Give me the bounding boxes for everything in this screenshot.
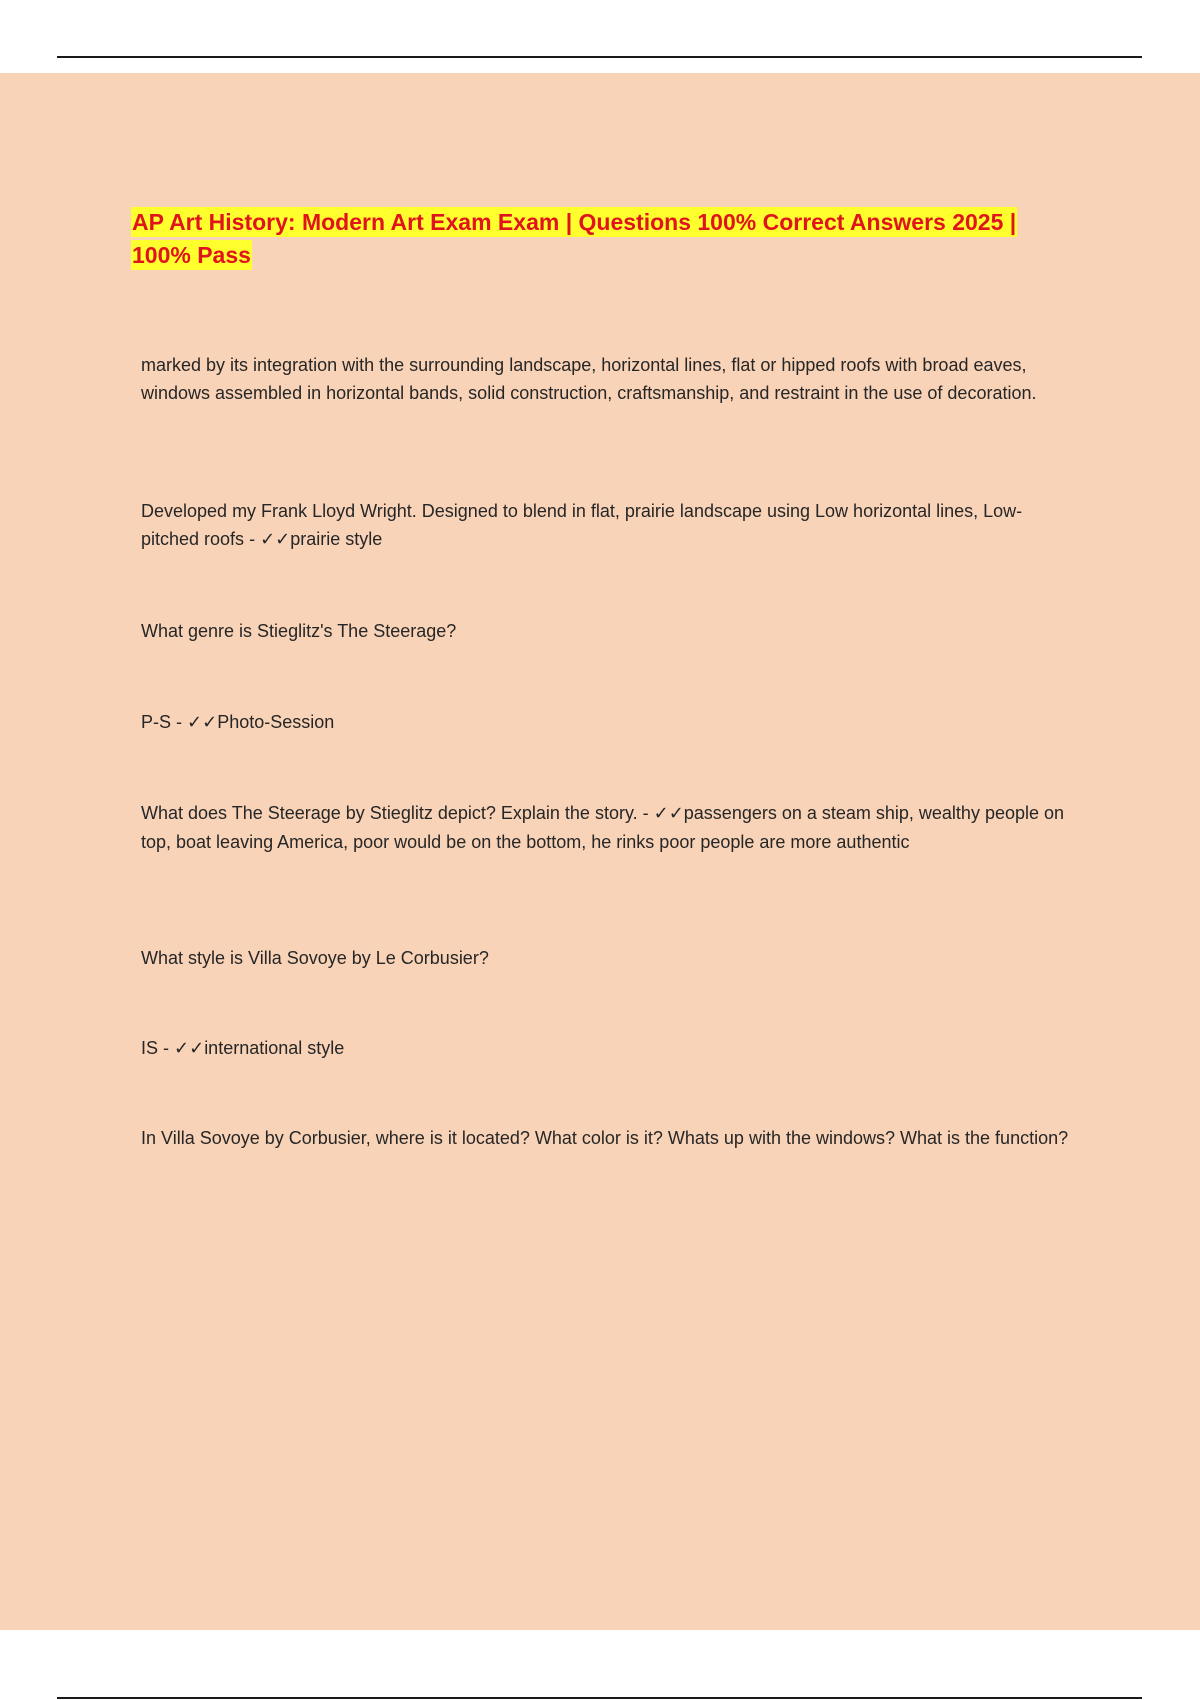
entry-separator: - xyxy=(637,803,654,823)
entry-separator: - xyxy=(171,712,188,732)
entry-answer: international style xyxy=(204,1038,345,1058)
qa-entry xyxy=(141,708,1071,737)
title-highlight: AP Art History: Modern Art Exam Exam | Questions 100% Correct Answers 2025 | 100% Pass xyxy=(132,209,1017,268)
qa-entry xyxy=(141,1034,1071,1063)
entry-separator: - xyxy=(158,1038,175,1058)
entry-separator: - xyxy=(244,529,261,549)
entry-question: IS xyxy=(141,1038,159,1058)
check-mark-icon: ✓✓ xyxy=(260,529,291,550)
header-rule xyxy=(57,56,1142,58)
entry-question: Developed my Frank Lloyd Wright. Designed to blend in flat, prairie landscape using Low horizontal lines, Low-pitched roofs xyxy=(141,501,1023,549)
qa-entry xyxy=(141,944,1071,972)
entry-question: P-S xyxy=(141,712,172,732)
entry-answer: passengers on a steam ship, wealthy people on top, boat leaving America, poor would be on the bottom, he rinks poor people are more authentic xyxy=(141,803,1065,852)
qa-entry xyxy=(141,799,1071,856)
entry-answer: prairie style xyxy=(290,529,383,549)
check-mark-icon: ✓✓ xyxy=(653,803,684,824)
entry-question: What style is Villa Sovoye by Le Corbusier? xyxy=(141,948,489,968)
qa-entry xyxy=(141,1124,1071,1152)
qa-entry xyxy=(141,497,1071,554)
entry-question: marked by its integration with the surrounding landscape, horizontal lines, flat or hipped roofs with broad eaves, windows assembled in horizontal bands, solid construction, craftsmanship, and restraint in the use of decoration. xyxy=(141,355,1037,403)
entry-question: What does The Steerage by Stieglitz depict? Explain the story. xyxy=(141,803,638,823)
check-mark-icon: ✓✓ xyxy=(187,712,218,733)
qa-entry xyxy=(141,617,1071,645)
entry-question: In Villa Sovoye by Corbusier, where is it located? What color is it? Whats up with the windows? What is the function? xyxy=(141,1128,1069,1148)
entry-answer: Photo-Session xyxy=(217,712,335,732)
qa-entry xyxy=(141,351,1071,407)
footer-rule xyxy=(57,1697,1142,1699)
document-title xyxy=(131,206,1081,272)
check-mark-icon: ✓✓ xyxy=(174,1038,205,1059)
entry-question: What genre is Stieglitz's The Steerage? xyxy=(141,621,457,641)
